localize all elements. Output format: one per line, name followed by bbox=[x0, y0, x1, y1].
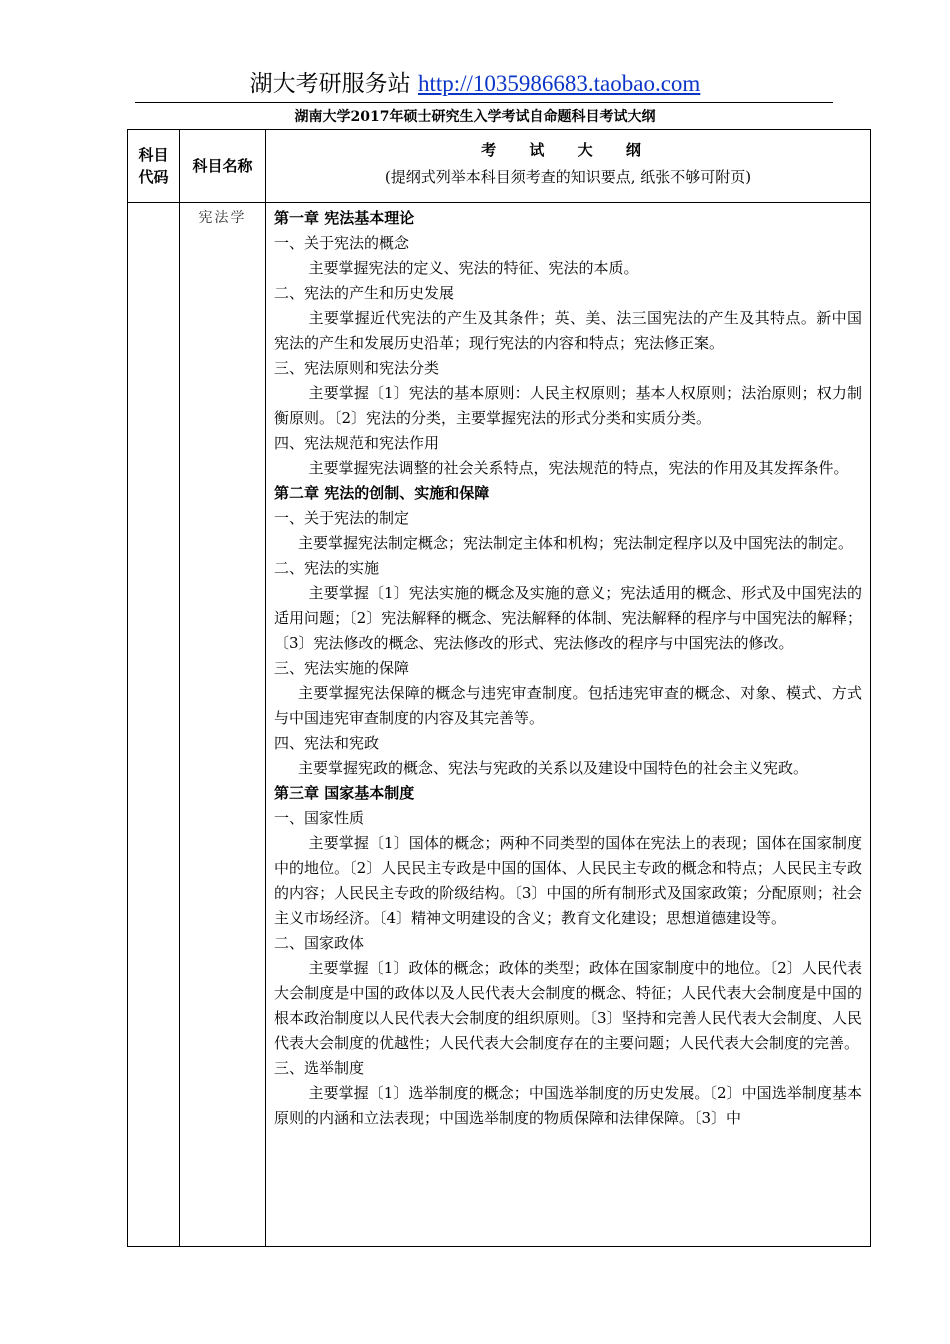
header-divider bbox=[135, 102, 833, 103]
section-text: 主要掌握〔1〕国体的概念；两种不同类型的国体在宪法上的表现；国体在国家制度中的地位。〔2〕人民民主专政是中国的国体、人民民主专政的概念和特点；人民民主专政的内容；人民民主专政的阶级结构。〔3〕中国的所有制形式及国家政策；分配原则；社会主义市场经济。〔4〕精神文明建设的含义；教育文化建设；思想道德建设等。 bbox=[274, 834, 862, 927]
outline-subtitle: (提纲式列举本科目须考查的知识要点, 纸张不够可附页) bbox=[384, 168, 752, 186]
section-heading: 四、宪法和宪政 bbox=[274, 734, 380, 752]
section-heading: 一、关于宪法的概念 bbox=[274, 234, 410, 252]
section-heading: 二、宪法的产生和历史发展 bbox=[274, 284, 455, 302]
section-heading: 一、关于宪法的制定 bbox=[274, 509, 410, 527]
outline-content bbox=[266, 203, 871, 1247]
section-text: 主要掌握宪法保障的概念与违宪审查制度。包括违宪审查的概念、对象、模式、方式与中国违宪审查制度的内容及其完善等。 bbox=[274, 684, 862, 727]
outline-table bbox=[127, 129, 871, 1247]
table-row bbox=[128, 203, 871, 1247]
chapter-heading: 第二章 宪法的创制、实施和保障 bbox=[274, 484, 490, 502]
section-heading: 四、宪法规范和宪法作用 bbox=[274, 434, 440, 452]
section-text: 主要掌握〔1〕宪法的基本原则：人民主权原则；基本人权原则；法治原则；权力制衡原则。〔2〕宪法的分类，主要掌握宪法的形式分类和实质分类。 bbox=[274, 384, 862, 427]
header-subject-code: 科目代码 bbox=[128, 130, 180, 203]
section-text: 主要掌握宪法的定义、宪法的特征、宪法的本质。 bbox=[308, 259, 639, 277]
chapter-heading: 第三章 国家基本制度 bbox=[274, 784, 415, 802]
table-header-row bbox=[128, 130, 871, 203]
subject-code-cell bbox=[128, 203, 180, 1247]
section-heading: 三、宪法原则和宪法分类 bbox=[274, 359, 440, 377]
section-text: 主要掌握〔1〕宪法实施的概念及实施的意义；宪法适用的概念、形式及中国宪法的适用问题；〔2〕宪法解释的概念、宪法解释的体制、宪法解释的程序与中国宪法的解释；〔3〕宪法修改的概念、宪法修改的形式、宪法修改的程序与中国宪法的修改。 bbox=[274, 584, 862, 652]
section-heading: 二、宪法的实施 bbox=[274, 559, 380, 577]
section-text: 主要掌握宪法调整的社会关系特点，宪法规范的特点，宪法的作用及其发挥条件。 bbox=[308, 459, 849, 477]
section-heading: 三、选举制度 bbox=[274, 1059, 365, 1077]
section-text: 主要掌握〔1〕选举制度的概念；中国选举制度的历史发展。〔2〕中国选举制度基本原则的内涵和立法表现；中国选举制度的物质保障和法律保障。〔3〕中 bbox=[274, 1084, 862, 1127]
site-header bbox=[0, 68, 950, 100]
site-url-link[interactable]: http://1035986683.taobao.com bbox=[417, 71, 701, 96]
section-text: 主要掌握近代宪法的产生及其条件；英、美、法三国宪法的产生及其特点。新中国宪法的产生和发展历史沿革；现行宪法的内容和特点；宪法修正案。 bbox=[274, 309, 862, 352]
section-text: 主要掌握〔1〕政体的概念；政体的类型；政体在国家制度中的地位。〔2〕人民代表大会制度是中国的政体以及人民代表大会制度的概念、特征；人民代表大会制度是中国的根本政治制度以人民代表大会制度的组织原则。〔3〕坚持和完善人民代表大会制度、人民代表大会制度的优越性；人民代表大会制度存在的主要问题；人民代表大会制度的完善。 bbox=[274, 959, 862, 1052]
section-heading: 三、宪法实施的保障 bbox=[274, 659, 410, 677]
section-heading: 二、国家政体 bbox=[274, 934, 365, 952]
site-name: 湖大考研服务站 bbox=[249, 71, 411, 97]
section-heading: 一、国家性质 bbox=[274, 809, 365, 827]
outline-title: 考 试 大 纲 bbox=[481, 141, 655, 159]
section-text: 主要掌握宪法制定概念；宪法制定主体和机构；宪法制定程序以及中国宪法的制定。 bbox=[298, 534, 854, 552]
subject-name-cell: 宪法学 bbox=[180, 203, 266, 1247]
document-title: 湖南大学2017年硕士研究生入学考试自命题科目考试大纲 bbox=[294, 109, 656, 125]
header-subject-name: 科目名称 bbox=[180, 130, 266, 203]
chapter-heading: 第一章 宪法基本理论 bbox=[274, 209, 415, 227]
header-outline bbox=[266, 130, 871, 203]
section-text: 主要掌握宪政的概念、宪法与宪政的关系以及建设中国特色的社会主义宪政。 bbox=[298, 759, 809, 777]
